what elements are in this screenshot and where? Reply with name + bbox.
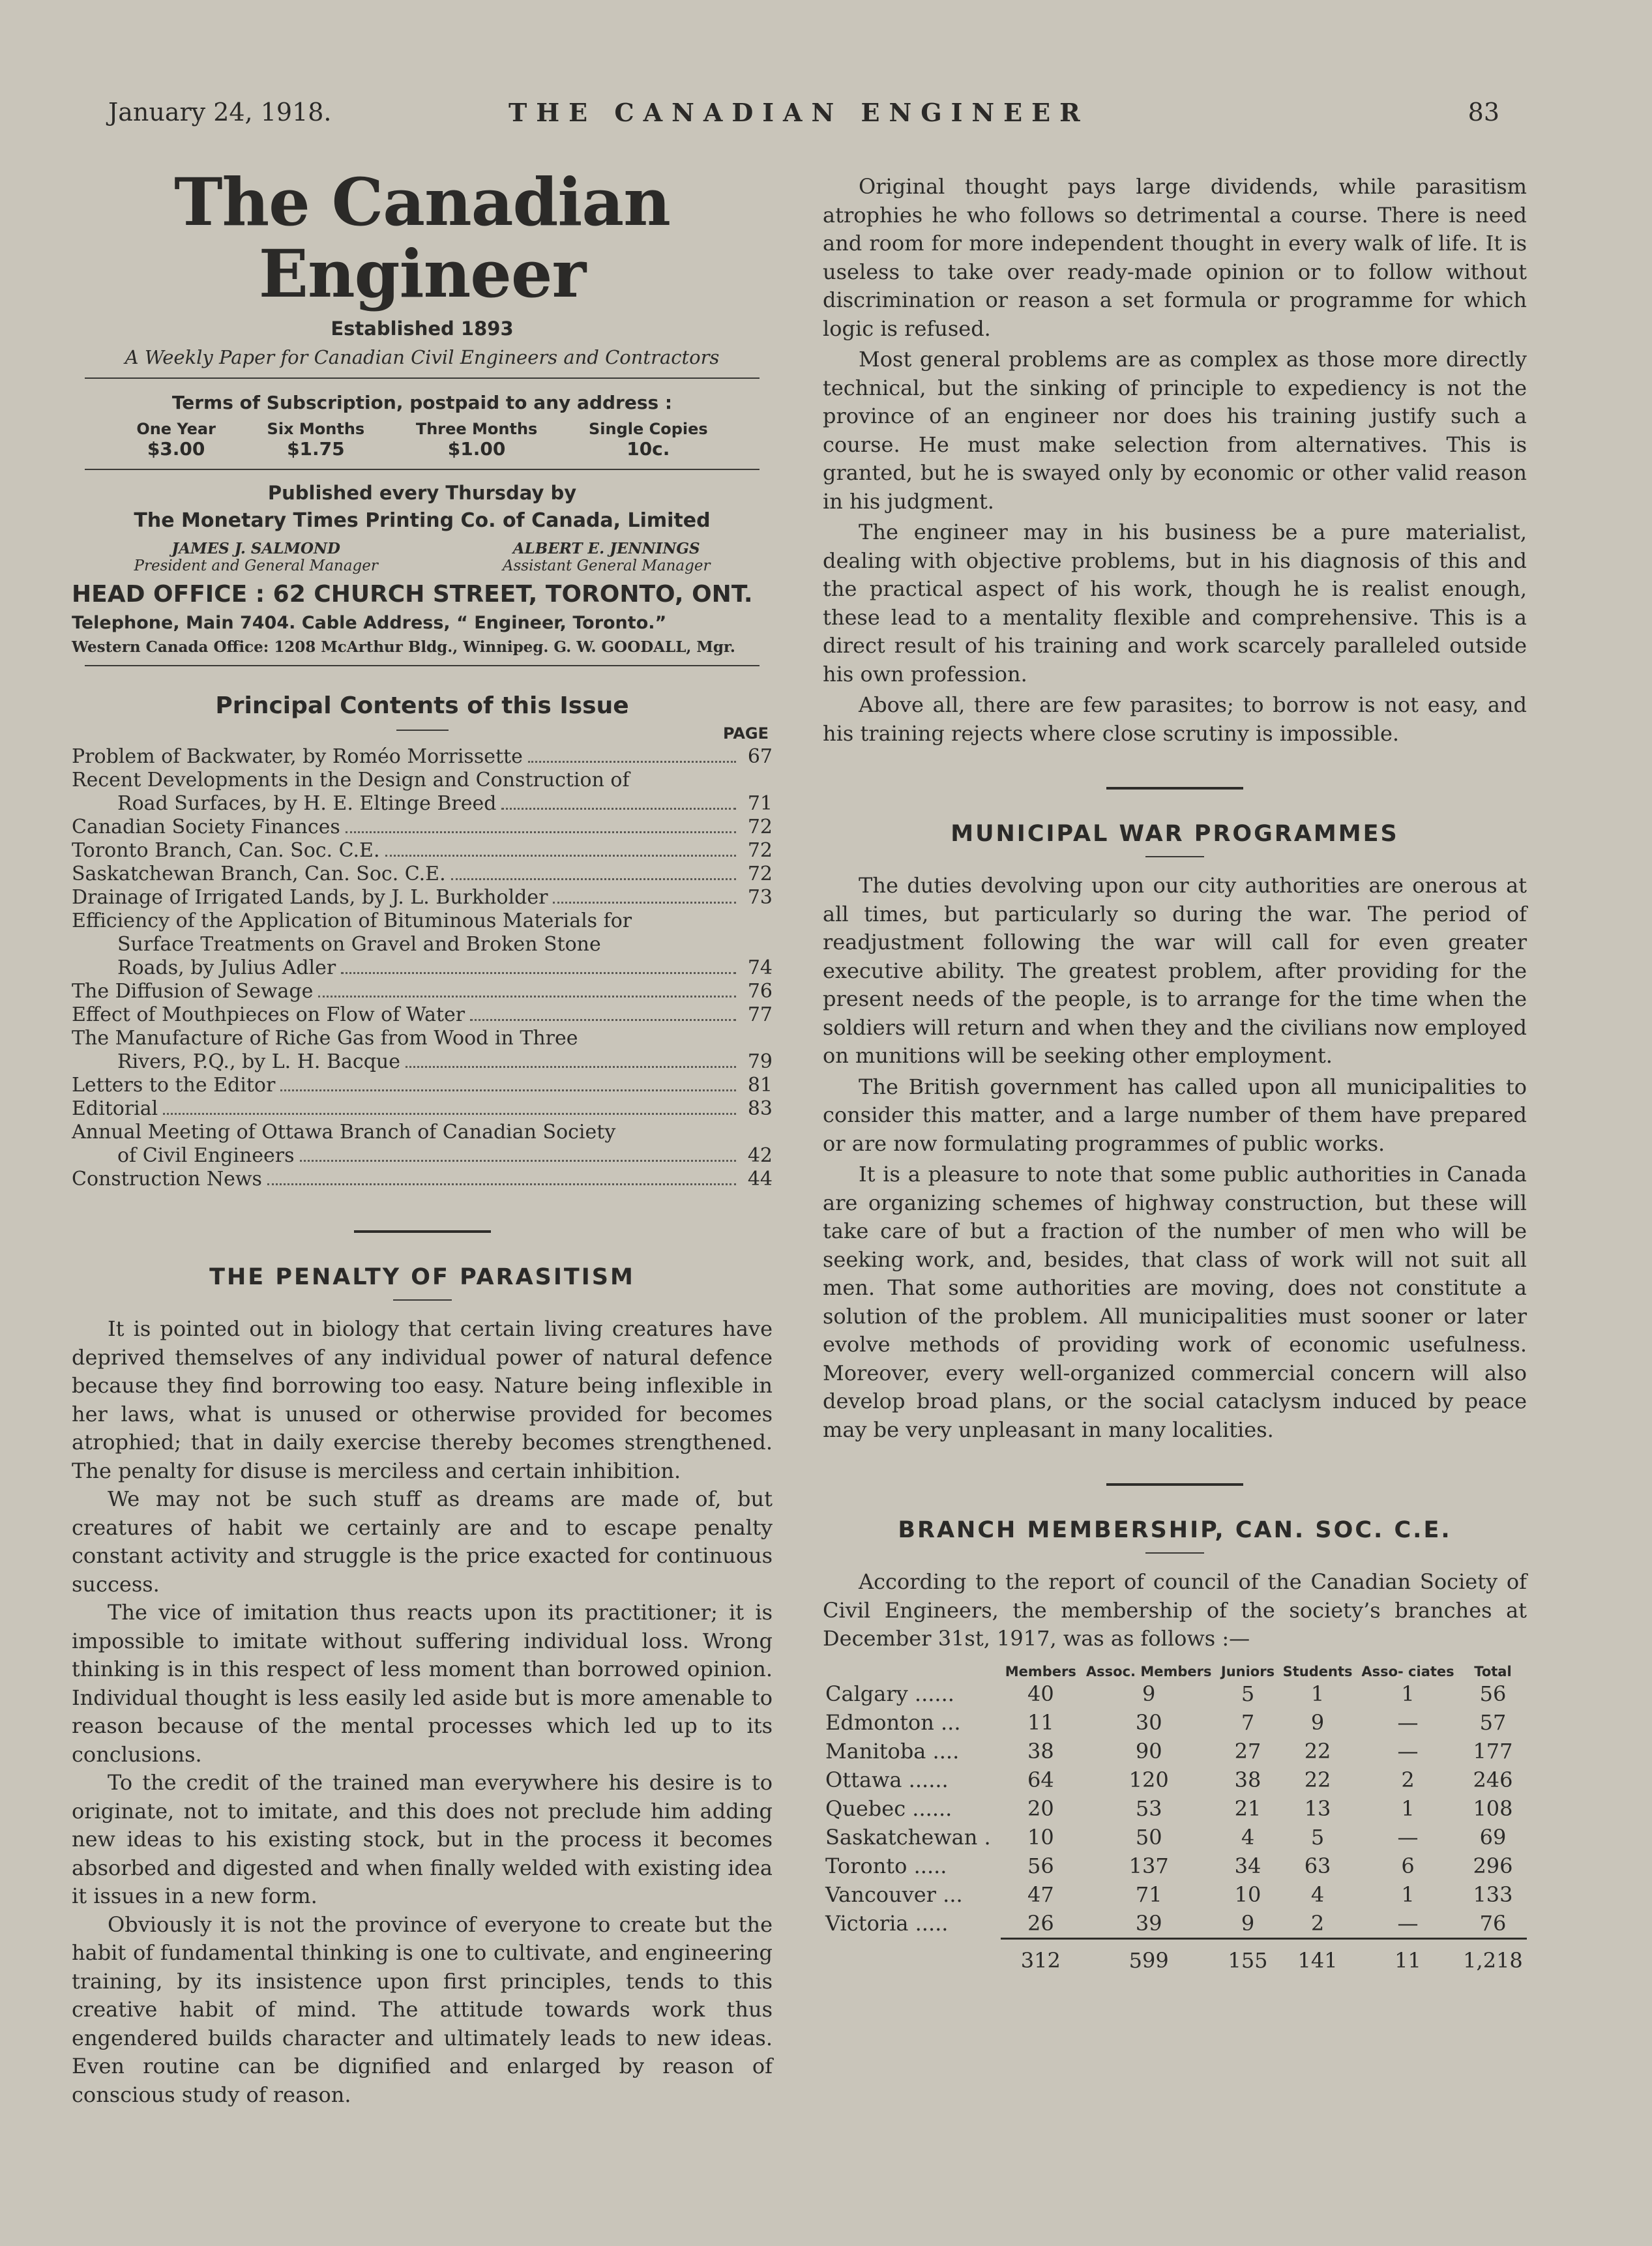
table-cell: 108 xyxy=(1473,1795,1513,1821)
subscription-term xyxy=(267,420,365,460)
contents-item xyxy=(72,956,773,980)
table-cell: 71 xyxy=(1135,1882,1162,1907)
leader-dots xyxy=(385,855,737,857)
contents-item xyxy=(72,1097,773,1121)
contents-item-title: Recent Developments in the Design and Construction of xyxy=(72,769,630,791)
table-cell: 11 xyxy=(1027,1709,1054,1735)
table-cell: 57 xyxy=(1479,1709,1507,1735)
contents-item-title: Problem of Backwater, by Roméo Morrissette xyxy=(72,745,523,768)
contents-item-title: of Civil Engineers xyxy=(117,1144,295,1167)
established-line: Established 1893 xyxy=(331,318,514,340)
table-row xyxy=(823,1794,1527,1823)
left-column xyxy=(72,166,773,2109)
section-divider xyxy=(1106,787,1243,790)
masthead xyxy=(72,166,773,666)
table-cell: 9 xyxy=(1310,1709,1325,1735)
article-body xyxy=(72,1315,773,2109)
contents-item xyxy=(72,745,773,769)
contents-item xyxy=(72,1168,773,1191)
contents-item-title: Letters to the Editor xyxy=(72,1074,276,1097)
contents-item-title: Annual Meeting of Ottawa Branch of Canadian Society xyxy=(72,1121,616,1144)
table-cell: 296 xyxy=(1473,1853,1513,1878)
paragraph: The engineer may in his business be a pure materialist, dealing with objective problems, but in his diagnosis of this and the practical aspect of his work, though he is realist enough, these lead to a mentality flexible and comprehensive. This is a direct result of his training and work scarcely paralleled outside his own profession. xyxy=(823,520,1527,687)
term-price: $1.75 xyxy=(287,438,345,460)
table-cell: 47 xyxy=(1027,1882,1054,1907)
contents-item-title: Toronto Branch, Can. Soc. C.E. xyxy=(72,839,380,862)
table-cell: 1 xyxy=(1401,1795,1415,1821)
masthead-title: The Canadian Engineer xyxy=(174,164,670,312)
table-cell: 9 xyxy=(1241,1910,1255,1936)
paragraph: Obviously it is not the province of everyone to create but the habit of fundamental thinking is one to cultivate, and engineering training, by its insistence upon first principles, tends to this creative habit of mind. The attitude towards work thus engendered builds character and ultimately leads to new ideas. Even routine can be dignified and enlarged by reason of conscious study of reason. xyxy=(72,1912,773,2107)
membership-table xyxy=(823,1664,1527,1975)
table-body xyxy=(823,1679,1527,1975)
contents-item-title: Drainage of Irrigated Lands, by J. L. Burkholder xyxy=(72,886,548,909)
table-cell: 38 xyxy=(1234,1767,1261,1792)
paragraph: Above all, there are few parasites; to borrow is not easy, and his training rejects where close scrutiny is impossible. xyxy=(823,692,1527,746)
table-cell: 9 xyxy=(1142,1681,1156,1706)
paragraph: According to the report of council of the Canadian Society of Civil Engineers, the membership of the society’s branches at December 31st, 1917, was as follows :— xyxy=(823,1569,1527,1651)
page-number: 83 xyxy=(1468,98,1499,126)
term-period: Three Months xyxy=(415,420,538,438)
table-row xyxy=(823,1880,1527,1909)
article-body xyxy=(823,1568,1527,1653)
branch-name: Toronto ..... xyxy=(825,1853,947,1878)
table-cell: — xyxy=(1397,1738,1419,1764)
contents-item xyxy=(72,792,773,816)
contents-item-title: Effect of Mouthpieces on Flow of Water xyxy=(72,1003,465,1026)
table-cell: 26 xyxy=(1027,1910,1054,1936)
western-office-line: Western Canada Office: 1208 McArthur Bldg., Winnipeg. G. W. GOODALL, Mgr. xyxy=(72,638,735,656)
total-cell: 155 xyxy=(1217,1938,1278,1975)
table-row xyxy=(823,1737,1527,1766)
article-body xyxy=(823,872,1527,1444)
table-cell: 22 xyxy=(1304,1738,1331,1764)
table-cell: 21 xyxy=(1234,1795,1261,1821)
contents-item-page: 81 xyxy=(747,1074,773,1097)
table-cell: 50 xyxy=(1135,1824,1162,1850)
officer-name: ALBERT E. JENNINGS xyxy=(512,540,700,557)
table-cell: 120 xyxy=(1128,1767,1169,1792)
contents-title: Principal Contents of this Issue xyxy=(215,692,629,719)
leader-dots xyxy=(528,761,736,763)
column-header: Total xyxy=(1474,1663,1512,1679)
divider xyxy=(85,377,760,379)
telephone-line: Telephone, Main 7404. Cable Address, “ Engineer, Toronto.” xyxy=(72,613,667,633)
divider xyxy=(1145,856,1204,857)
column-header: Juniors xyxy=(1220,1663,1275,1679)
subscription-term xyxy=(136,420,216,460)
leader-dots xyxy=(341,972,736,974)
divider xyxy=(1145,1552,1204,1554)
contents-item-page: 71 xyxy=(747,792,773,815)
leader-dots xyxy=(501,808,736,810)
table-row xyxy=(823,1766,1527,1794)
total-cell: 312 xyxy=(1001,1938,1080,1975)
contents-item-page: 73 xyxy=(747,886,773,909)
article-heading: THE PENALTY OF PARASITISM xyxy=(209,1264,635,1290)
contents-item-title: Rivers, P.Q., by L. H. Bacque xyxy=(117,1050,400,1073)
column-header: Students xyxy=(1282,1663,1353,1679)
term-period: One Year xyxy=(136,420,216,438)
table-row xyxy=(823,1852,1527,1880)
contents-item-title: Canadian Society Finances xyxy=(72,816,340,838)
term-period: Six Months xyxy=(267,420,365,438)
table-cell: — xyxy=(1397,1910,1419,1936)
leader-dots xyxy=(406,1066,736,1068)
branch-name: Vancouver ... xyxy=(825,1882,963,1907)
table-cell: 64 xyxy=(1027,1767,1054,1792)
table-cell: 20 xyxy=(1027,1795,1054,1821)
contents-item xyxy=(72,1121,773,1144)
table-cell: 137 xyxy=(1128,1853,1169,1878)
leader-dots xyxy=(553,902,736,904)
leader-dots xyxy=(267,1183,736,1185)
term-price: 10c. xyxy=(627,438,670,460)
contents-item xyxy=(72,1050,773,1074)
contents-item-title: Efficiency of the Application of Bituminous Materials for xyxy=(72,909,632,932)
paragraph: It is a pleasure to note that some public authorities in Canada are organizing schemes of highway construction, but these will take care of but a fraction of the number of men who will be seeking work, and, besides, that class of work will not suit all men. That some authorities are moving, does not constitute a solution of the problem. All municipalities must sooner or later evolve methods of providing work of economic usefulness. Moreover, every well-organized commercial concern will also develop broad plans, or the social cataclysm induced by peace may be very unpleasant in many localities. xyxy=(823,1162,1527,1442)
publication-line: Published every Thursday by xyxy=(267,482,577,504)
table-cell: 56 xyxy=(1479,1681,1507,1706)
officer-name: JAMES J. SALMOND xyxy=(171,540,340,557)
subscription-term xyxy=(589,420,708,460)
leader-dots xyxy=(470,1019,736,1021)
tagline: A Weekly Paper for Canadian Civil Engineers and Contractors xyxy=(125,346,720,368)
table-cell: 133 xyxy=(1473,1882,1513,1907)
table-cell: 6 xyxy=(1401,1853,1415,1878)
table-cell: 76 xyxy=(1479,1910,1507,1936)
total-cell: 1,218 xyxy=(1459,1938,1527,1975)
contents-item-page: 67 xyxy=(747,745,773,768)
term-price: $3.00 xyxy=(147,438,205,460)
table-row xyxy=(823,1708,1527,1737)
branch-name: Victoria ..... xyxy=(825,1911,949,1936)
column-header: Members xyxy=(1005,1663,1076,1679)
paragraph: Original thought pays large dividends, while parasitism atrophies he who follows so detrimental a course. There is need and room for more independent thought in every walk of life. It is useless to take over ready-made opinion or to follow without discrimination or reason a set formula or programme for which logic is refused. xyxy=(823,174,1527,341)
head-office-address: HEAD OFFICE : 62 CHURCH STREET, TORONTO, ONT. xyxy=(72,581,753,608)
contents-list xyxy=(72,745,773,1191)
officer-title: Assistant General Manager xyxy=(502,557,711,574)
branch-name: Calgary ...... xyxy=(825,1681,954,1706)
contents-item-page: 74 xyxy=(747,956,773,979)
table-header-row xyxy=(823,1664,1527,1679)
branch-name: Saskatchewan . xyxy=(825,1824,991,1850)
contents-item xyxy=(72,1144,773,1168)
table-cell: 63 xyxy=(1304,1853,1331,1878)
officer-title: President and General Manager xyxy=(134,557,378,574)
column-header: Assoc. Members xyxy=(1085,1663,1212,1679)
contents-item-page: 79 xyxy=(747,1050,773,1073)
article-heading: MUNICIPAL WAR PROGRAMMES xyxy=(951,821,1399,847)
table-row xyxy=(823,1823,1527,1852)
contents-item xyxy=(72,933,773,956)
table-cell: 10 xyxy=(1027,1824,1054,1850)
total-cell: 599 xyxy=(1080,1938,1217,1975)
contents-item xyxy=(72,886,773,909)
total-cell: 141 xyxy=(1278,1938,1357,1975)
leader-dots xyxy=(163,1113,736,1115)
contents-item-title: The Manufacture of Riche Gas from Wood in Three xyxy=(72,1027,578,1050)
publisher-name: The Monetary Times Printing Co. of Canada, Limited xyxy=(134,509,711,532)
table-cell: 39 xyxy=(1135,1910,1162,1936)
issue-date: January 24, 1918. xyxy=(108,98,332,126)
table-cell: 4 xyxy=(1310,1882,1325,1907)
paragraph: It is pointed out in biology that certain living creatures have deprived themselves of any individual power of natural defence because they find borrowing too easy. Nature being inflexible in her laws, what is unused or otherwise provided for becomes atrophied; that in daily exercise thereby becomes strengthened. The penalty for disuse is merciless and certain inhibition. xyxy=(72,1316,773,1483)
leader-dots xyxy=(451,878,736,880)
table-cell: 177 xyxy=(1473,1738,1513,1764)
contents-item-page: 42 xyxy=(747,1144,773,1167)
column-header-branch xyxy=(823,1664,1001,1679)
contents-item xyxy=(72,816,773,839)
table-cell: 4 xyxy=(1241,1824,1255,1850)
table-cell: 2 xyxy=(1401,1767,1415,1792)
contents-item xyxy=(72,839,773,863)
contents-item xyxy=(72,980,773,1003)
officers xyxy=(72,540,773,574)
table-row xyxy=(823,1909,1527,1939)
table-cell: — xyxy=(1397,1709,1419,1735)
table-cell: 7 xyxy=(1241,1709,1255,1735)
table-cell: 53 xyxy=(1135,1795,1162,1821)
contents-item xyxy=(72,769,773,792)
divider xyxy=(393,1299,452,1301)
paragraph: We may not be such stuff as dreams are made of, but creatures of habit we certainly are and to escape penalty constant activity and struggle is the price exacted for continuous success. xyxy=(72,1486,773,1597)
paragraph: Most general problems are as complex as those more directly technical, but the sinking of principle to expediency is not the province of an engineer nor does his training justify such a course. He must make selection from alternatives. This is granted, but he is swayed only by economic or other valid reason in his judgment. xyxy=(823,347,1527,514)
table-cell: 38 xyxy=(1027,1738,1054,1764)
contents-item-page: 44 xyxy=(747,1168,773,1190)
total-cell: 11 xyxy=(1357,1938,1459,1975)
table-cell: 5 xyxy=(1241,1681,1255,1706)
column-header: Asso- ciates xyxy=(1361,1663,1454,1679)
contents-item-title: Construction News xyxy=(72,1168,262,1190)
totals-row xyxy=(823,1938,1527,1975)
contents-item xyxy=(72,1027,773,1050)
table-cell: 1 xyxy=(1310,1681,1325,1706)
article-heading: BRANCH MEMBERSHIP, CAN. SOC. C.E. xyxy=(898,1517,1452,1543)
section-divider xyxy=(1106,1483,1243,1486)
contents-item-title: Saskatchewan Branch, Can. Soc. C.E. xyxy=(72,863,446,885)
table-cell: 246 xyxy=(1473,1767,1513,1792)
right-column xyxy=(823,173,1527,1975)
table-cell: 1 xyxy=(1401,1681,1415,1706)
table-cell: 22 xyxy=(1304,1767,1331,1792)
term-period: Single Copies xyxy=(588,420,708,438)
officer xyxy=(503,540,711,574)
branch-name: Ottawa ...... xyxy=(825,1767,949,1792)
running-head xyxy=(104,98,1499,137)
subscription-terms xyxy=(72,420,773,460)
branch-name: Edmonton ... xyxy=(825,1709,961,1735)
leader-dots xyxy=(318,996,736,997)
table-cell: 10 xyxy=(1234,1882,1261,1907)
contents-item xyxy=(72,909,773,933)
contents-item-title: Surface Treatments on Gravel and Broken Stone xyxy=(117,933,601,956)
table-cell: 27 xyxy=(1234,1738,1261,1764)
table-row xyxy=(823,1679,1527,1708)
contents-item-title: The Diffusion of Sewage xyxy=(72,980,314,1003)
contents-item xyxy=(72,1074,773,1097)
table-cell: 30 xyxy=(1135,1709,1162,1735)
contents-item-title: Road Surfaces, by H. E. Eltinge Breed xyxy=(117,792,497,815)
paragraph: The duties devolving upon our city authorities are onerous at all times, but particularly so during the war. The period of readjustment following the war will call for even greater executive ability. The greatest problem, after providing for the present needs of the people, is to arrange for the time when the soldiers will return and when they and the civilians now employed on munitions will be seeking other employment. xyxy=(823,873,1527,1068)
contents-item-page: 72 xyxy=(747,863,773,885)
paragraph: The vice of imitation thus reacts upon its practitioner; it is impossible to imitate without suffering individual loss. Wrong thinking is in this respect of less moment than borrowed opinion. Individual thought is less easily led aside but is more amenable to reason because of the mental processes which led up to its conclusions. xyxy=(72,1600,773,1767)
section-divider xyxy=(354,1230,491,1233)
paragraph: To the credit of the trained man everywhere his desire is to originate, not to imitate, and this does not preclude him adding new ideas to his existing stock, but in the process it becomes absorbed and digested and when finally welded with existing idea it issues in a new form. xyxy=(72,1770,773,1908)
table-cell: 40 xyxy=(1027,1681,1054,1706)
leader-dots xyxy=(300,1160,736,1162)
table-cell: 56 xyxy=(1027,1853,1054,1878)
contents-item-page: 72 xyxy=(747,816,773,838)
table-cell: 13 xyxy=(1304,1795,1331,1821)
subscription-terms-heading: Terms of Subscription, postpaid to any address : xyxy=(171,392,673,413)
article-body-continued xyxy=(823,173,1527,748)
table-cell: 1 xyxy=(1401,1882,1415,1907)
contents-item-page: 76 xyxy=(747,980,773,1003)
contents-item-page: 83 xyxy=(747,1097,773,1120)
contents xyxy=(72,692,773,1191)
table-cell: 2 xyxy=(1310,1910,1325,1936)
contents-item-page: 77 xyxy=(747,1003,773,1026)
divider xyxy=(85,665,760,666)
totals-label-cell xyxy=(823,1938,1001,1975)
contents-item-title: Editorial xyxy=(72,1097,158,1120)
term-price: $1.00 xyxy=(447,438,506,460)
paragraph: The British government has called upon all municipalities to consider this matter, and a large number of them have prepared or are now formulating programmes of public works. xyxy=(823,1074,1527,1156)
contents-item-page: 72 xyxy=(747,839,773,862)
leader-dots xyxy=(280,1089,736,1091)
leader-dots xyxy=(346,831,736,833)
branch-name: Quebec ...... xyxy=(825,1795,952,1821)
journal-running-title: THE CANADIAN ENGINEER xyxy=(509,98,1089,127)
contents-item xyxy=(72,1003,773,1027)
contents-item xyxy=(72,863,773,886)
page-column-label: PAGE xyxy=(722,724,769,743)
table-cell: 5 xyxy=(1310,1824,1325,1850)
table-cell: 69 xyxy=(1479,1824,1507,1850)
table-cell: — xyxy=(1397,1824,1419,1850)
divider xyxy=(85,469,760,470)
table-cell: 34 xyxy=(1234,1853,1261,1878)
officer xyxy=(134,540,377,574)
contents-item-title: Roads, by Julius Adler xyxy=(117,956,336,979)
table-cell: 90 xyxy=(1135,1738,1162,1764)
subscription-term xyxy=(416,420,538,460)
branch-name: Manitoba .... xyxy=(825,1738,960,1764)
